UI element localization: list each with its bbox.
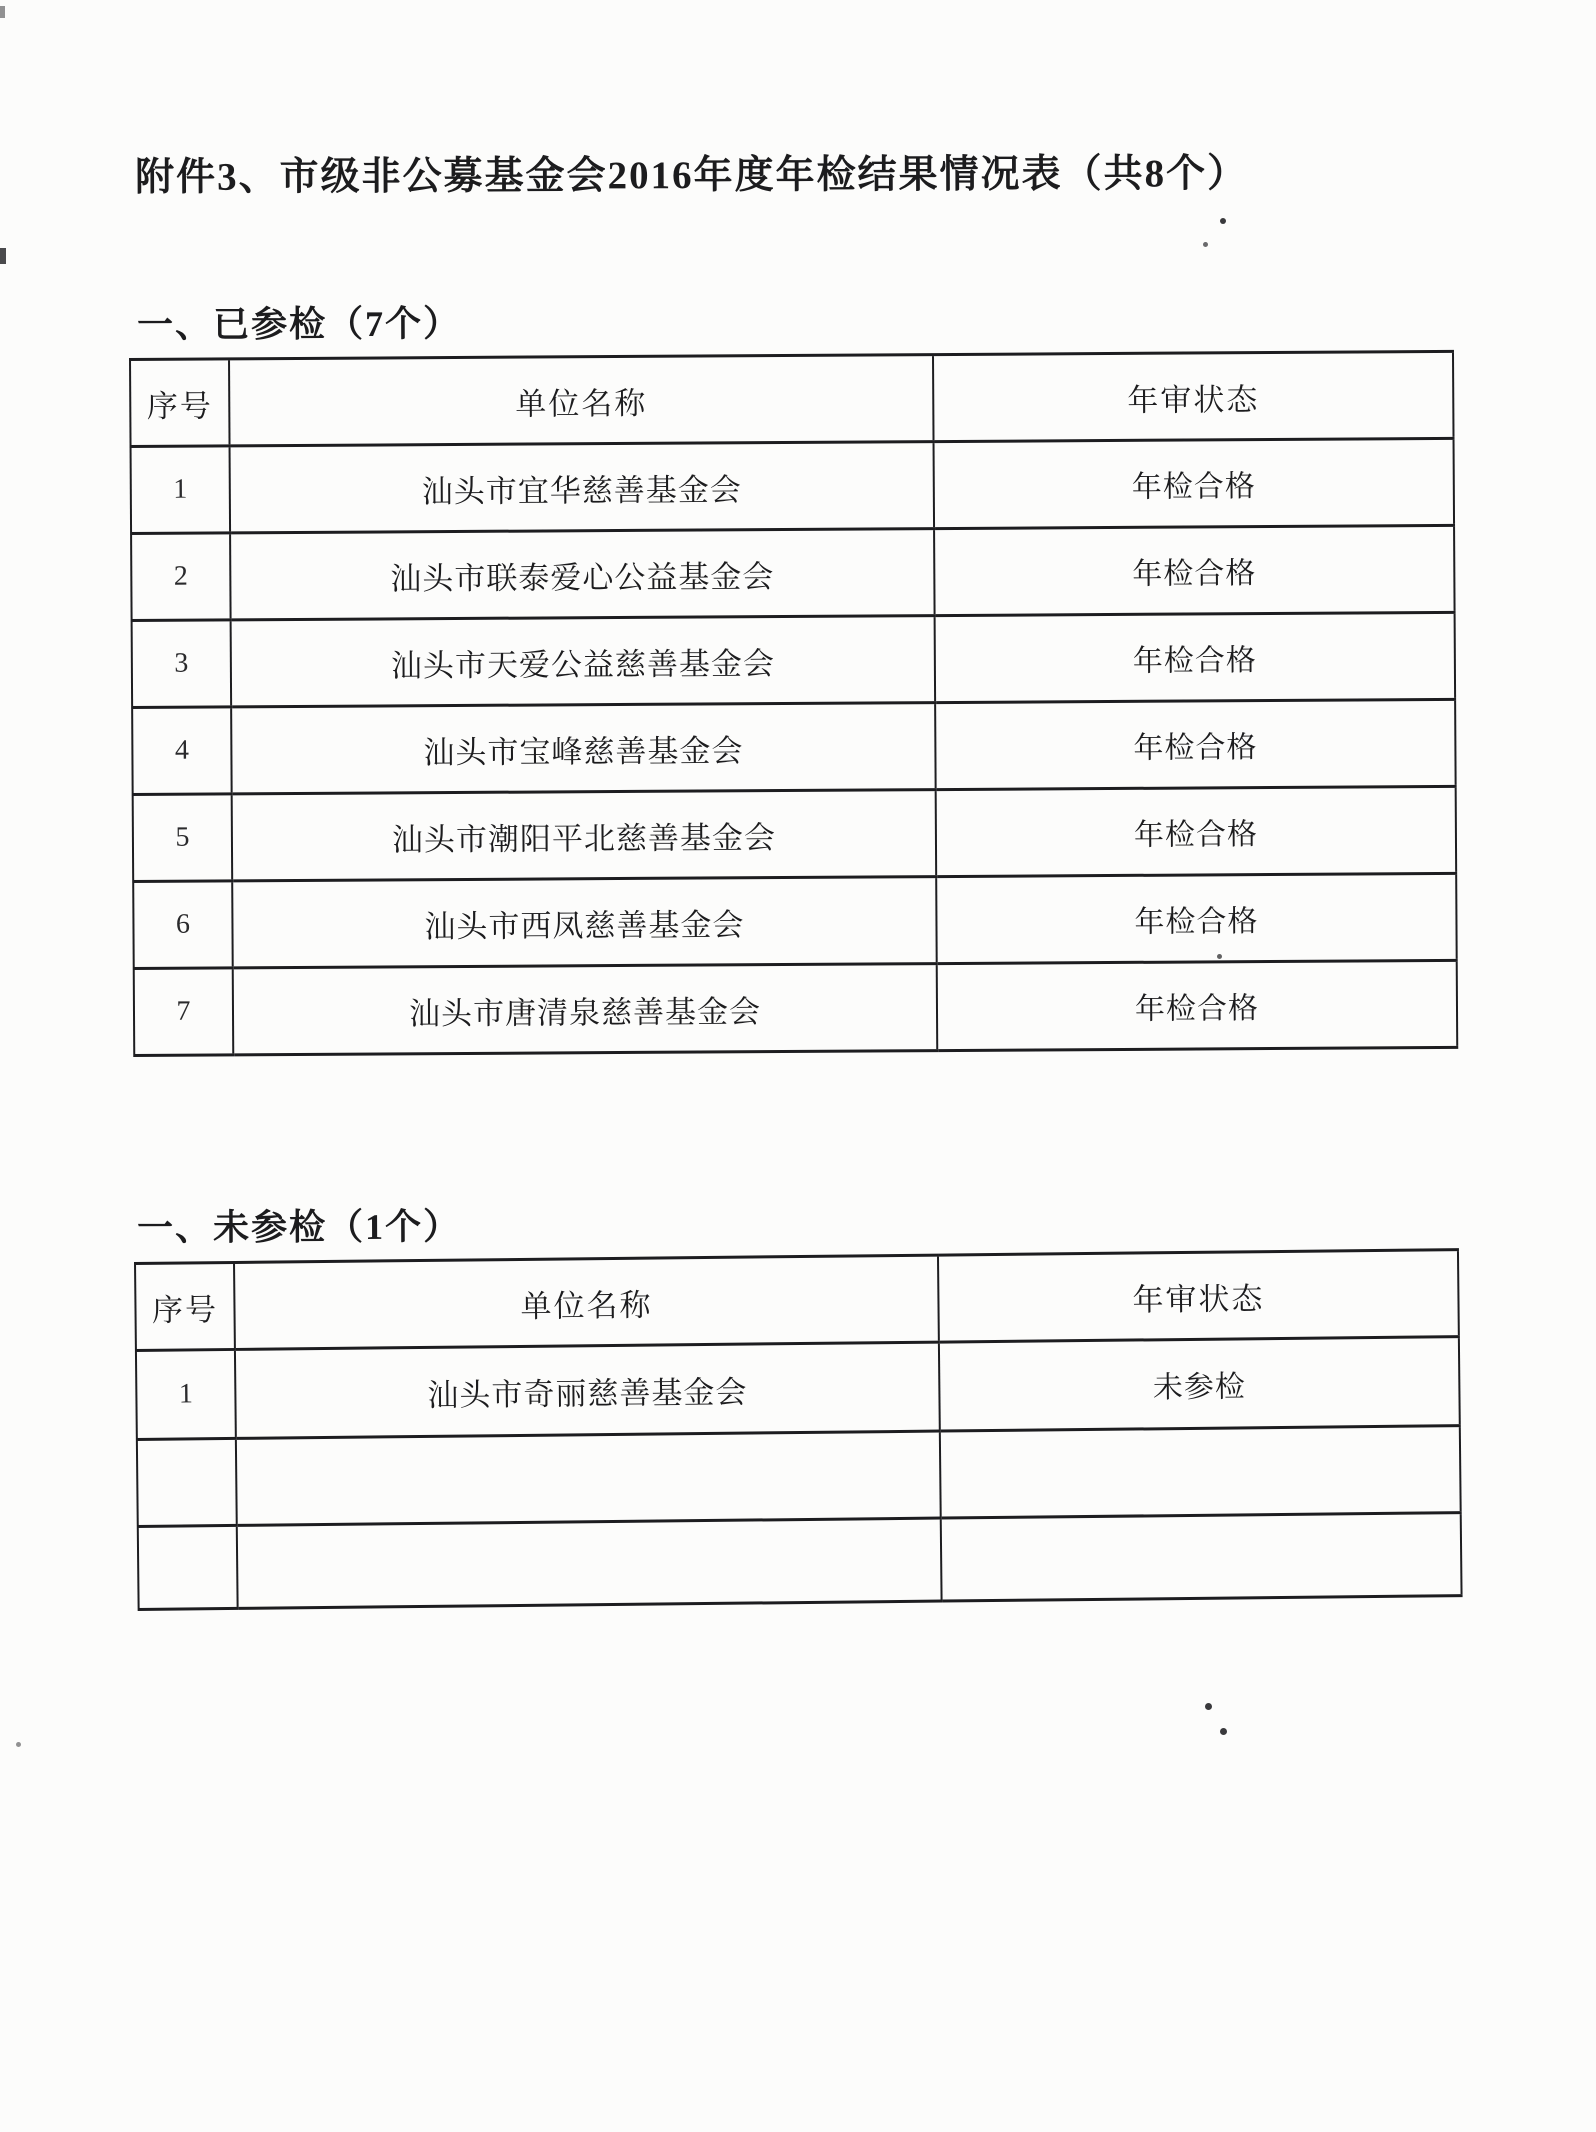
status-cell: 年检合格 [935, 699, 1456, 789]
unit-name-cell [236, 1431, 941, 1525]
status-cell: 未参检 [939, 1337, 1460, 1431]
unit-name-cell: 汕头市天爱公益慈善基金会 [231, 616, 936, 707]
column-header-serial: 序号 [135, 1262, 235, 1350]
scan-edge-mark [0, 248, 6, 264]
status-cell: 年检合格 [936, 873, 1457, 963]
unit-name-cell: 汕头市奇丽慈善基金会 [235, 1342, 940, 1438]
table-row-empty [137, 1426, 1461, 1527]
table-row [133, 873, 1457, 968]
column-header-serial: 序号 [130, 359, 230, 447]
serial-cell [138, 1525, 238, 1609]
status-cell [940, 1426, 1461, 1518]
column-header-status: 年审状态 [933, 351, 1454, 441]
status-cell [941, 1513, 1462, 1601]
scan-speck [1217, 954, 1222, 959]
table-row [132, 699, 1456, 794]
table-row [131, 438, 1455, 533]
serial-cell: 3 [132, 620, 232, 708]
serial-cell: 7 [134, 968, 234, 1056]
serial-cell: 4 [132, 707, 232, 795]
column-header-status: 年审状态 [938, 1250, 1459, 1342]
table-row [133, 786, 1457, 881]
unit-name-cell: 汕头市宜华慈善基金会 [230, 442, 935, 533]
unit-name-cell: 汕头市唐清泉慈善基金会 [233, 964, 938, 1055]
unit-name-cell: 汕头市宝峰慈善基金会 [231, 703, 936, 794]
section-heading-unchecked: 一、未参检（1个） [137, 1206, 462, 1248]
table-header-row [135, 1250, 1459, 1351]
serial-cell: 1 [136, 1349, 236, 1439]
scan-speck [1220, 218, 1226, 224]
checked-foundations-table [129, 350, 1458, 1057]
scan-edge-mark [0, 6, 5, 18]
table-row-empty [138, 1513, 1462, 1610]
column-header-unit-name: 单位名称 [234, 1255, 939, 1349]
status-cell: 年检合格 [934, 438, 1455, 528]
status-cell: 年检合格 [937, 960, 1458, 1050]
status-cell: 年检合格 [934, 525, 1455, 615]
serial-cell: 5 [133, 794, 233, 882]
column-header-unit-name: 单位名称 [229, 355, 934, 446]
serial-cell: 1 [131, 446, 231, 534]
scan-speck [1205, 1703, 1212, 1710]
serial-cell: 2 [131, 533, 231, 621]
unit-name-cell: 汕头市潮阳平北慈善基金会 [232, 790, 937, 881]
page-title: 附件3、市级非公募基金会2016年度年检结果情况表（共8个） [135, 152, 1249, 199]
table-header-row [130, 351, 1454, 446]
serial-cell: 6 [133, 881, 233, 969]
unit-name-cell: 汕头市联泰爱心公益基金会 [230, 529, 935, 620]
unchecked-foundations-table [134, 1248, 1463, 1611]
status-cell: 年检合格 [935, 612, 1456, 702]
section-heading-checked: 一、已参检（7个） [137, 303, 462, 345]
scan-speck [16, 1742, 21, 1747]
scan-speck [1220, 1728, 1227, 1735]
table-row [134, 960, 1458, 1055]
unit-name-cell [237, 1518, 942, 1608]
table-row [136, 1337, 1460, 1440]
status-cell: 年检合格 [936, 786, 1457, 876]
table-row [131, 525, 1455, 620]
table-row [132, 612, 1456, 707]
unit-name-cell: 汕头市西凤慈善基金会 [232, 877, 937, 968]
scan-speck [1203, 242, 1208, 247]
serial-cell [137, 1438, 237, 1526]
